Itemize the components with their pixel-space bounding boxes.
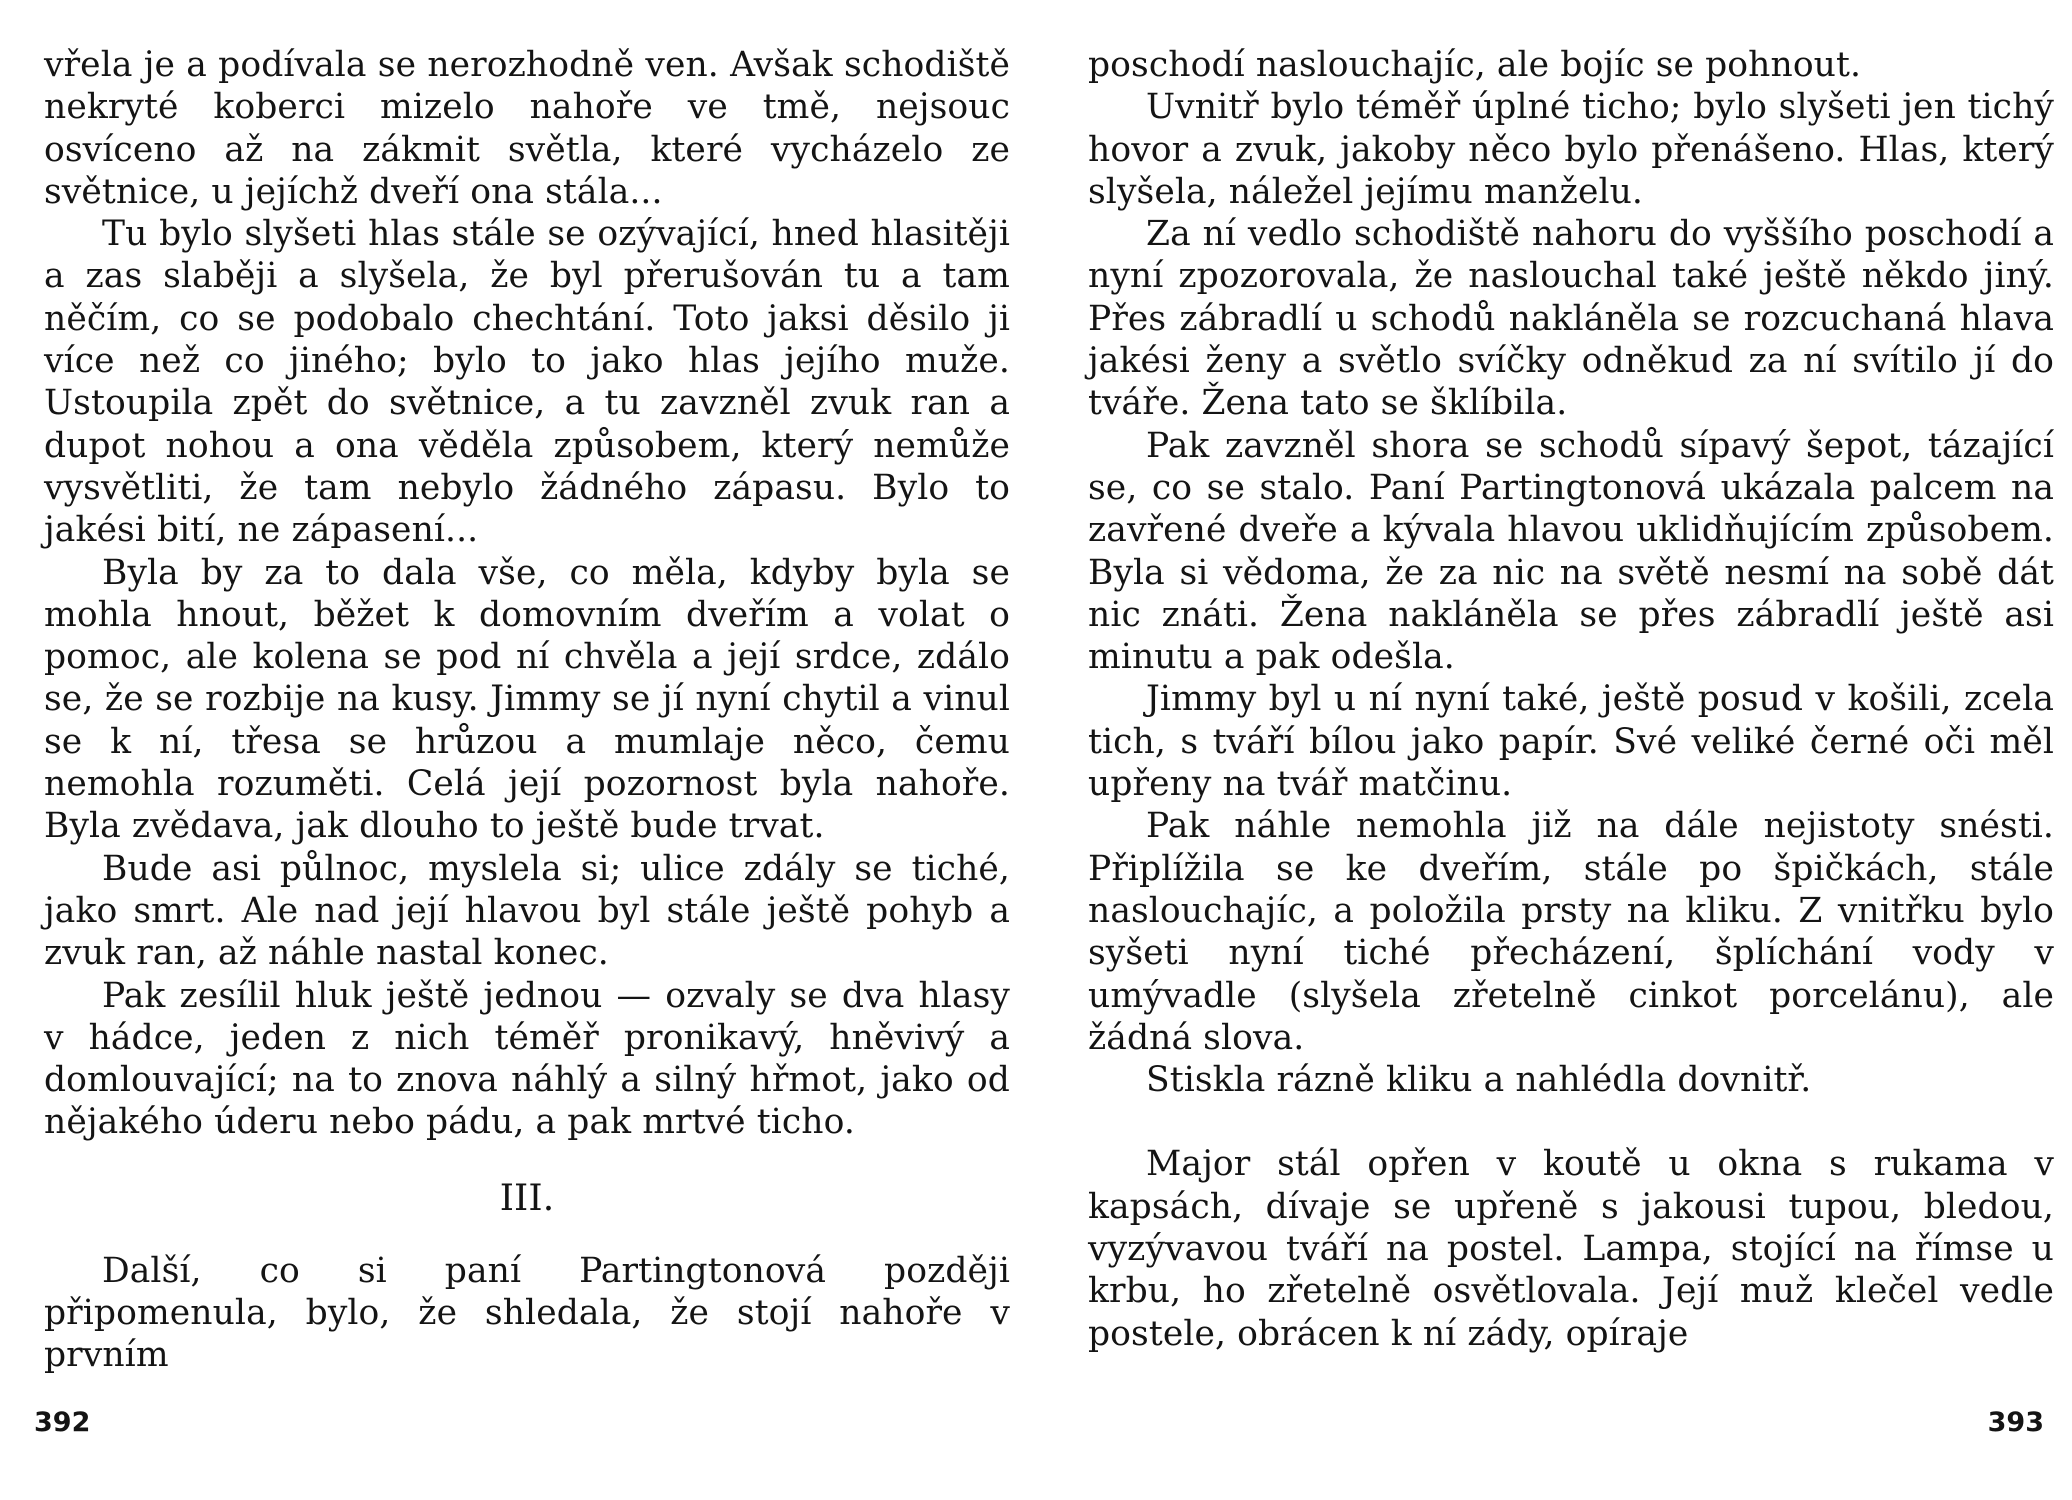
paragraph: Bude asi půlnoc, myslela si; ulice zdály se tiché, jako smrt. Ale nad její hlavou byl stále ještě pohyb a zvuk ran, až náhle nastal konec. bbox=[44, 848, 1010, 974]
paragraph: Jimmy byl u ní nyní také, ještě posud v košili, zcela tich, s tváří bílou jako papír. Své veliké černé oči měl upřeny na tvář matčinu. bbox=[1088, 679, 2054, 805]
chapter-heading: III. bbox=[499, 1177, 555, 1219]
right-page-text bbox=[1088, 44, 2054, 1355]
section-break bbox=[1088, 1101, 2054, 1143]
paragraph: vřela je a podívala se nerozhodně ven. Avšak schodiště nekryté koberci mizelo nahoře ve tmě, nejsouc osvíceno až na zákmit světla, které vycházelo ze světnice, u jejíchž dveří ona stála... bbox=[44, 45, 1010, 212]
paragraph: Byla by za to dala vše, co měla, kdyby byla se mohla hnout, běžet k domovním dveřím a volat o pomoc, ale kolena se pod ní chvěla a její srdce, zdálo se, že se rozbije na kusy. Jimmy se jí nyní chytil a vinul se k ní, třesa se hrůzou a mumlaje něco, čemu nemohla rozuměti. Celá její pozornost byla nahoře. Byla zvědava, jak dlouho to ještě bude trvat. bbox=[44, 552, 1010, 847]
page-number: 392 bbox=[34, 1407, 91, 1438]
paragraph: Major stál opřen v koutě u okna s rukama v kapsách, dívaje se upřeně s jakousi tupou, bledou, vyzývavou tváří na postel. Lampa, stojící na římse u krbu, ho zřetelně osvětlovala. Její muž klečel vedle postele, obrácen k ní zády, opíraje bbox=[1088, 1144, 2054, 1354]
paragraph: Pak náhle nemohla již na dále nejistoty snésti. Připlížila se ke dveřím, stále po špičkách, stále naslouchajíc, a položila prsty na kliku. Z vnitřku bylo syšeti nyní tiché přecházení, šplíchání vody v umývadle (slyšela zřetelně cinkot porcelánu), ale žádná slova. bbox=[1088, 806, 2054, 1058]
paragraph: Pak zavzněl shora se schodů sípavý šepot, tázající se, co se stalo. Paní Partingtonová ukázala palcem na zavřené dveře a kývala hlavou uklidňujícím způsobem. Byla si vědoma, že za nic na světě nesmí na sobě dát nic znáti. Žena nakláněla se přes zábradlí ještě asi minutu a pak odešla. bbox=[1088, 425, 2054, 678]
paragraph: Stiskla rázně kliku a nahlédla dovnitř. bbox=[1146, 1060, 1812, 1101]
paragraph: poschodí naslouchajíc, ale bojíc se pohnout. bbox=[1088, 45, 1862, 85]
left-page-text bbox=[44, 44, 1010, 1377]
page-number: 393 bbox=[1987, 1407, 2044, 1438]
paragraph: Další, co si paní Partingtonová později připomenula, bylo, že shledala, že stojí nahoře v prvním bbox=[44, 1250, 1010, 1376]
paragraph: Pak zesílil hluk ještě jednou — ozvaly se dva hlasy v hádce, jeden z nich téměř pronikavý, hněvivý a domlouvající; na to znova náhlý a silný hřmot, jako od nějakého úderu nebo pádu, a pak mrtvé ticho. bbox=[44, 975, 1010, 1143]
paragraph: Tu bylo slyšeti hlas stále se ozývající, hned hlasitěji a zas slaběji a slyšela, že byl přerušován tu a tam něčím, co se podobalo chechtání. Toto jaksi děsilo ji více než co jiného; bylo to jako hlas jejího muže. Ustoupila zpět do světnice, a tu zavzněl zvuk ran a dupot nohou a ona věděla způsobem, který nemůže vysvětliti, že tam nebylo žádného zápasu. Bylo to jakési bití, ne zápasení... bbox=[44, 214, 1010, 551]
right-page bbox=[1036, 0, 2072, 1500]
paragraph: Za ní vedlo schodiště nahoru do vyššího poschodí a nyní zpozorovala, že naslouchal také ještě někdo jiný. Přes zábradlí u schodů nakláněla se rozcuchaná hlava jakési ženy a světlo svíčky odněkud za ní svítilo jí do tváře. Žena tato se šklíbila. bbox=[1088, 214, 2054, 424]
paragraph: Uvnitř bylo téměř úplné ticho; bylo slyšeti jen tichý hovor a zvuk, jakoby něco bylo přenášeno. Hlas, který slyšela, náležel jejímu manželu. bbox=[1088, 87, 2054, 212]
